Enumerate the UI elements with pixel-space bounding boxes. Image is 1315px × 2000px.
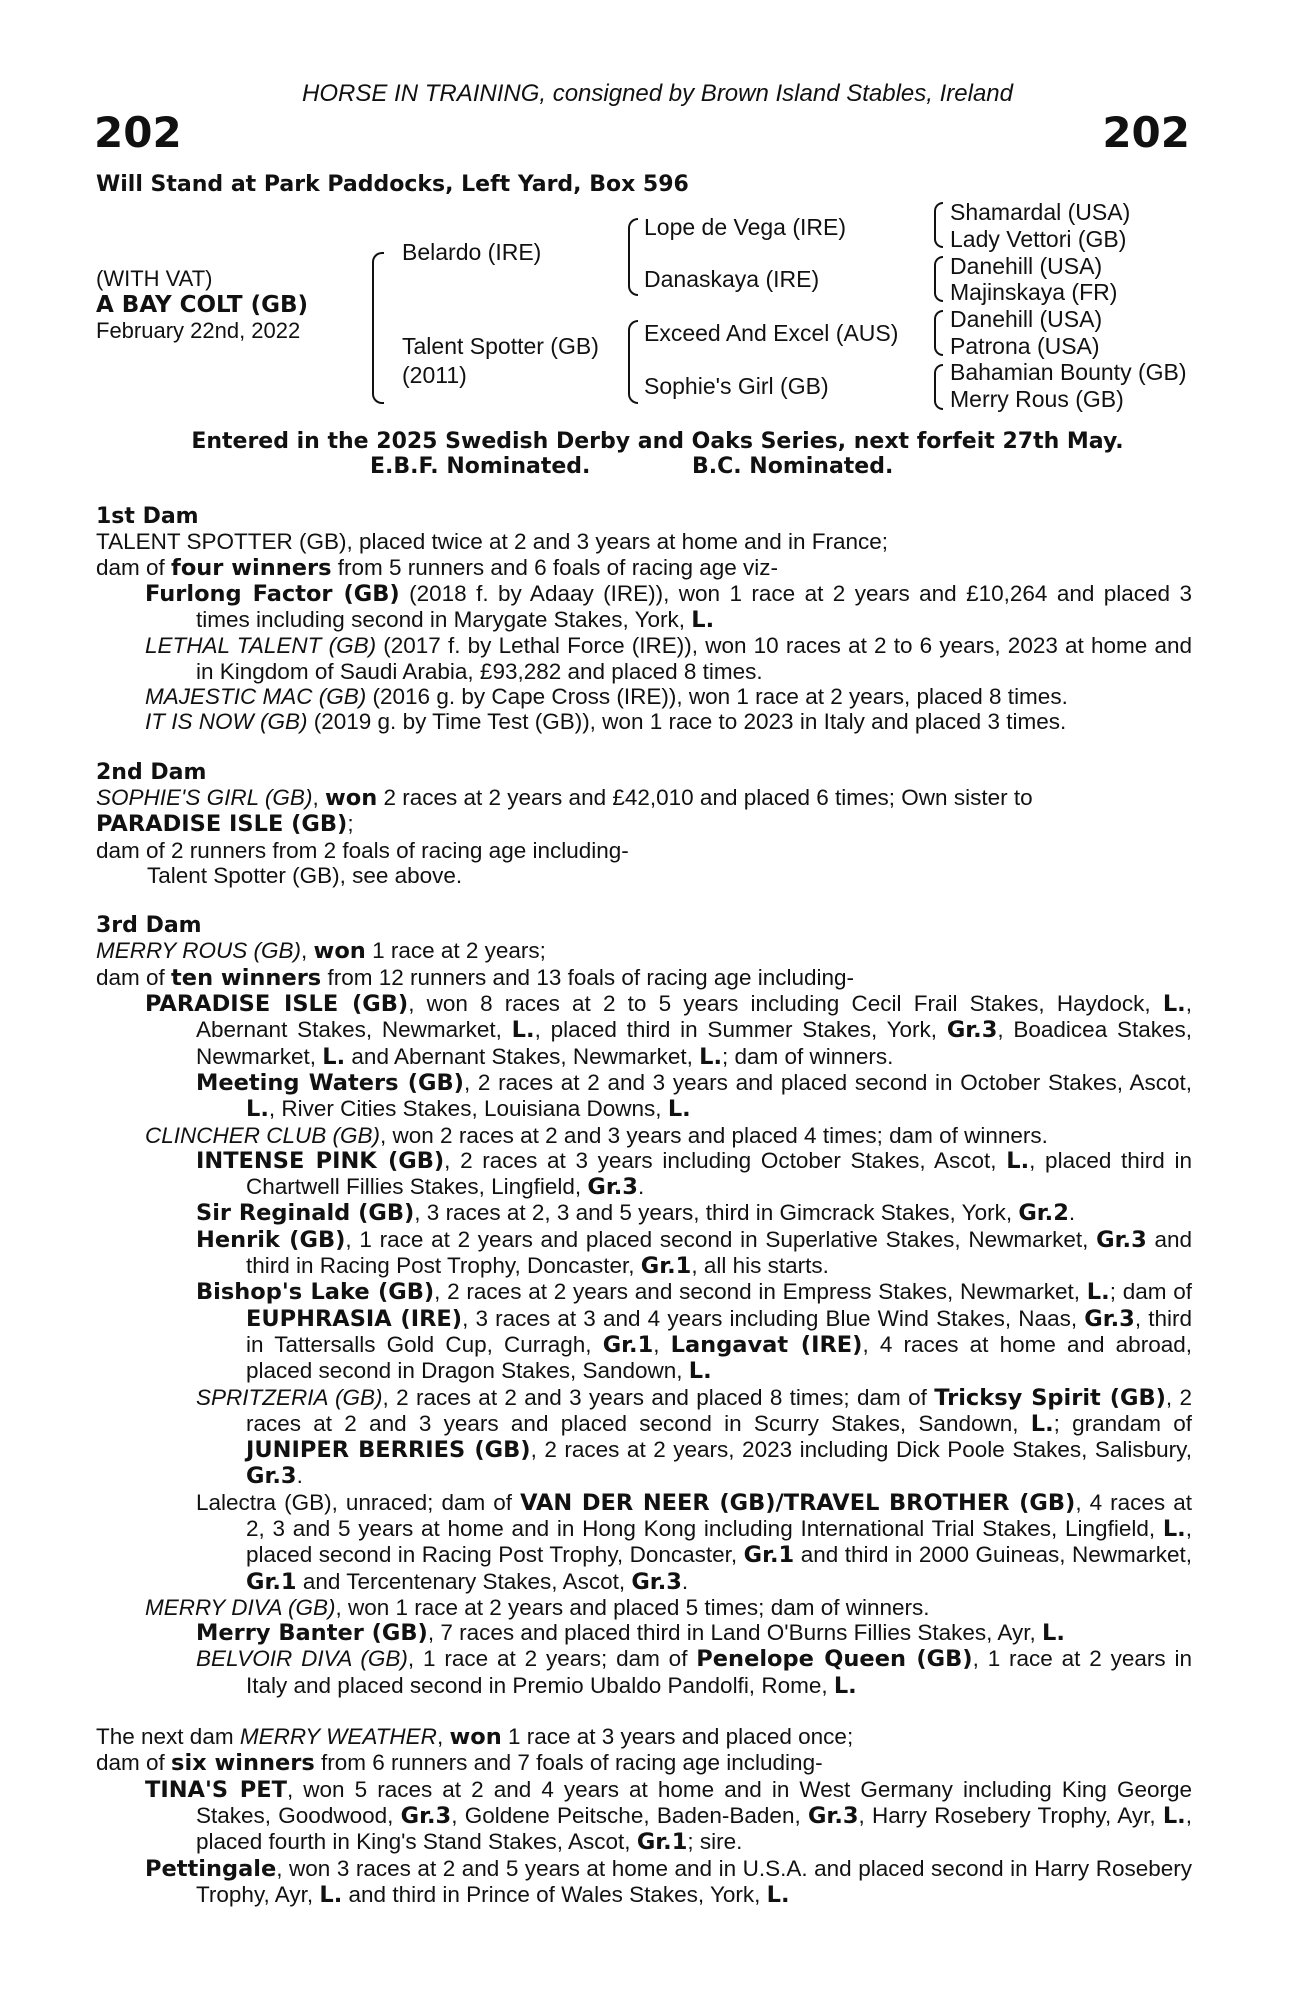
runner-entry: Henrik (GB), 1 race at 2 years and placed second in Superlative Stakes, Newmarket, Gr.3 and third in Racing Post Trophy, Doncaster, Gr.1, all his starts. xyxy=(196,1226,1192,1280)
pedigree-sdd: Majinskaya (FR) xyxy=(950,279,1118,305)
runner-entry: IT IS NOW (GB) (2019 g. by Time Test (GB)), won 1 race to 2023 in Italy and placed 3 times. xyxy=(145,709,1067,735)
section-heading-1st-dam: 1st Dam xyxy=(96,504,199,529)
runner-entry: Pettingale, won 3 races at 2 and 5 years at home and in U.S.A. and placed second in Harry Rosebery Trophy, Ayr, L. and third in Prince of Wales Stakes, York, L. xyxy=(145,1855,1192,1908)
foaling-date: February 22nd, 2022 xyxy=(96,318,301,343)
pedigree-dam-year: (2011) xyxy=(402,362,467,388)
pedigree-brace-dd xyxy=(934,364,943,410)
pedigree-dds: Bahamian Bounty (GB) xyxy=(950,359,1187,385)
horse-name: A BAY COLT (GB) xyxy=(96,292,309,318)
runner-entry: Merry Banter (GB), 7 races and placed third in Land O'Burns Fillies Stakes, Ayr, L. xyxy=(196,1620,1065,1647)
pedigree-brace-sire xyxy=(628,218,638,296)
next-dam-summary: dam of six winners from 6 runners and 7 foals of racing age including- xyxy=(96,1750,823,1777)
bc-nomination: B.C. Nominated. xyxy=(692,454,894,479)
section-heading-2nd-dam: 2nd Dam xyxy=(96,759,207,785)
pedigree-dam-sire: Exceed And Excel (AUS) xyxy=(644,320,899,346)
pedigree-ssd: Lady Vettori (GB) xyxy=(950,226,1127,252)
section-heading-3rd-dam: 3rd Dam xyxy=(96,913,202,939)
runner-entry: Sir Reginald (GB), 3 races at 2, 3 and 5 years, third in Gimcrack Stakes, York, Gr.2. xyxy=(196,1200,1076,1227)
first-dam-summary: dam of four winners from 5 runners and 6 foals of racing age viz- xyxy=(96,554,779,581)
pedigree-brace-ds xyxy=(934,310,943,356)
pedigree-brace-main xyxy=(372,252,384,404)
second-dam-intro: SOPHIE'S GIRL (GB), won 2 races at 2 years and £42,010 and placed 6 times; Own sister to PARADISE ISLE (GB); xyxy=(96,784,1033,838)
ebf-nomination: E.B.F. Nominated. xyxy=(370,454,591,479)
second-dam-summary: dam of 2 runners from 2 foals of racing age including- xyxy=(96,837,629,863)
runner-entry: Furlong Factor (GB) (2018 f. by Adaay (IRE)), won 1 race at 2 years and £10,264 and placed 3 times including second in Marygate Stakes, York, L. xyxy=(145,580,1192,634)
produce-record xyxy=(96,504,1192,1908)
pedigree-brace-dam xyxy=(628,320,638,404)
pedigree-brace-ss xyxy=(934,202,943,248)
pedigree-sss: Shamardal (USA) xyxy=(950,199,1131,225)
runner-entry: TINA'S PET, won 5 races at 2 and 4 years at home and in West Germany including King George Stakes, Goodwood, Gr.3, Goldene Peitsche, Baden-Baden, Gr.3, Harry Rosebery Trophy, Ayr, L., placed fourth in King's Stand Stakes, Ascot, Gr.1; sire. xyxy=(145,1776,1192,1856)
pedigree-dss: Danehill (USA) xyxy=(950,306,1103,332)
pedigree-sire-sire: Lope de Vega (IRE) xyxy=(644,214,847,240)
pedigree-ddd: Merry Rous (GB) xyxy=(950,386,1124,412)
runner-entry: CLINCHER CLUB (GB), won 2 races at 2 and 3 years and placed 4 times; dam of winners. xyxy=(145,1122,1048,1148)
race-entries: Entered in the 2025 Swedish Derby and Oaks Series, next forfeit 27th May. xyxy=(191,429,1124,454)
runner-entry: Meeting Waters (GB), 2 races at 2 and 3 years and placed second in October Stakes, Ascot, L., River Cities Stakes, Louisiana Downs, L. xyxy=(196,1069,1192,1123)
pedigree-dam: Talent Spotter (GB) xyxy=(402,333,599,359)
consignment-line: HORSE IN TRAINING, consigned by Brown Island Stables, Ireland xyxy=(302,80,1013,107)
runner-entry: BELVOIR DIVA (GB), 1 race at 2 years; dam of Penelope Queen (GB), 1 race at 2 years in Italy and placed second in Premio Ubaldo Pandolfi, Rome, L. xyxy=(196,1646,1192,1699)
runner-entry: MAJESTIC MAC (GB) (2016 g. by Cape Cross (IRE)), won 1 race at 2 years, placed 8 times. xyxy=(145,684,1068,710)
runner-entry: PARADISE ISLE (GB), won 8 races at 2 to 5 years including Cecil Frail Stakes, Haydock, L., Abernant Stakes, Newmarket, L., placed third in Summer Stakes, York, Gr.3, Boadicea Stakes, Newmarket, L. and Abernant Stakes, Newmarket, L.; dam of winners. xyxy=(145,991,1193,1070)
pedigree-dsd: Patrona (USA) xyxy=(950,333,1100,359)
pedigree-sire-dam: Danaskaya (IRE) xyxy=(644,266,820,292)
next-dam-intro: The next dam MERRY WEATHER, won 1 race at 3 years and placed once; xyxy=(96,1724,854,1751)
lot-number-right: 202 xyxy=(1102,108,1190,157)
pedigree-dam-dam: Sophie's Girl (GB) xyxy=(644,373,829,399)
pedigree-sds: Danehill (USA) xyxy=(950,253,1103,279)
third-dam-summary: dam of ten winners from 12 runners and 13 foals of racing age including- xyxy=(96,964,855,991)
stand-location: Will Stand at Park Paddocks, Left Yard, Box 596 xyxy=(96,172,689,197)
runner-entry: Bishop's Lake (GB), 2 races at 2 years and second in Empress Stakes, Newmarket, L.; dam of EUPHRASIA (IRE), 3 races at 3 and 4 years including Blue Wind Stakes, Naas, Gr.3, third in Tattersalls Gold Cup, Curragh, Gr.1, Langavat (IRE), 4 races at home and abroad, placed second in Dragon Stakes, Sandown, L. xyxy=(196,1279,1193,1385)
third-dam-intro: MERRY ROUS (GB), won 1 race at 2 years; xyxy=(96,938,546,965)
runner-entry: Talent Spotter (GB), see above. xyxy=(147,862,463,888)
runner-entry: LETHAL TALENT (GB) (2017 f. by Lethal Force (IRE)), won 10 races at 2 to 6 years, 2023 at home and in Kingdom of Saudi Arabia, £93,282 and placed 8 times. xyxy=(145,633,1192,684)
vat-note: (WITH VAT) xyxy=(96,266,213,291)
first-dam-intro: TALENT SPOTTER (GB), placed twice at 2 and 3 years at home and in France; xyxy=(96,529,889,555)
runner-entry: SPRITZERIA (GB), 2 races at 2 and 3 years and placed 8 times; dam of Tricksy Spirit (GB), 2 races at 2 and 3 years and placed second in Scurry Stakes, Sandown, L.; grandam of JUNIPER BERRIES (GB), 2 races at 2 years, 2023 including Dick Poole Stakes, Salisbury, Gr.3. xyxy=(196,1384,1193,1490)
pedigree-sire: Belardo (IRE) xyxy=(402,239,542,265)
runner-entry: Lalectra (GB), unraced; dam of VAN DER NEER (GB)/TRAVEL BROTHER (GB), 4 races at 2, 3 and 5 years at home and in Hong Kong including International Trial Stakes, Lingfield, L., placed second in Racing Post Trophy, Doncaster, Gr.1 and third in 2000 Guineas, Newmarket, Gr.1 and Tercentenary Stakes, Ascot, Gr.3. xyxy=(196,1489,1192,1595)
pedigree-brace-sd xyxy=(934,256,943,302)
runner-entry: MERRY DIVA (GB), won 1 race at 2 years and placed 5 times; dam of winners. xyxy=(145,1594,930,1620)
runner-entry: INTENSE PINK (GB), 2 races at 3 years including October Stakes, Ascot, L., placed third in Chartwell Fillies Stakes, Lingfield, Gr.3. xyxy=(196,1147,1193,1201)
lot-number-left: 202 xyxy=(94,108,182,157)
